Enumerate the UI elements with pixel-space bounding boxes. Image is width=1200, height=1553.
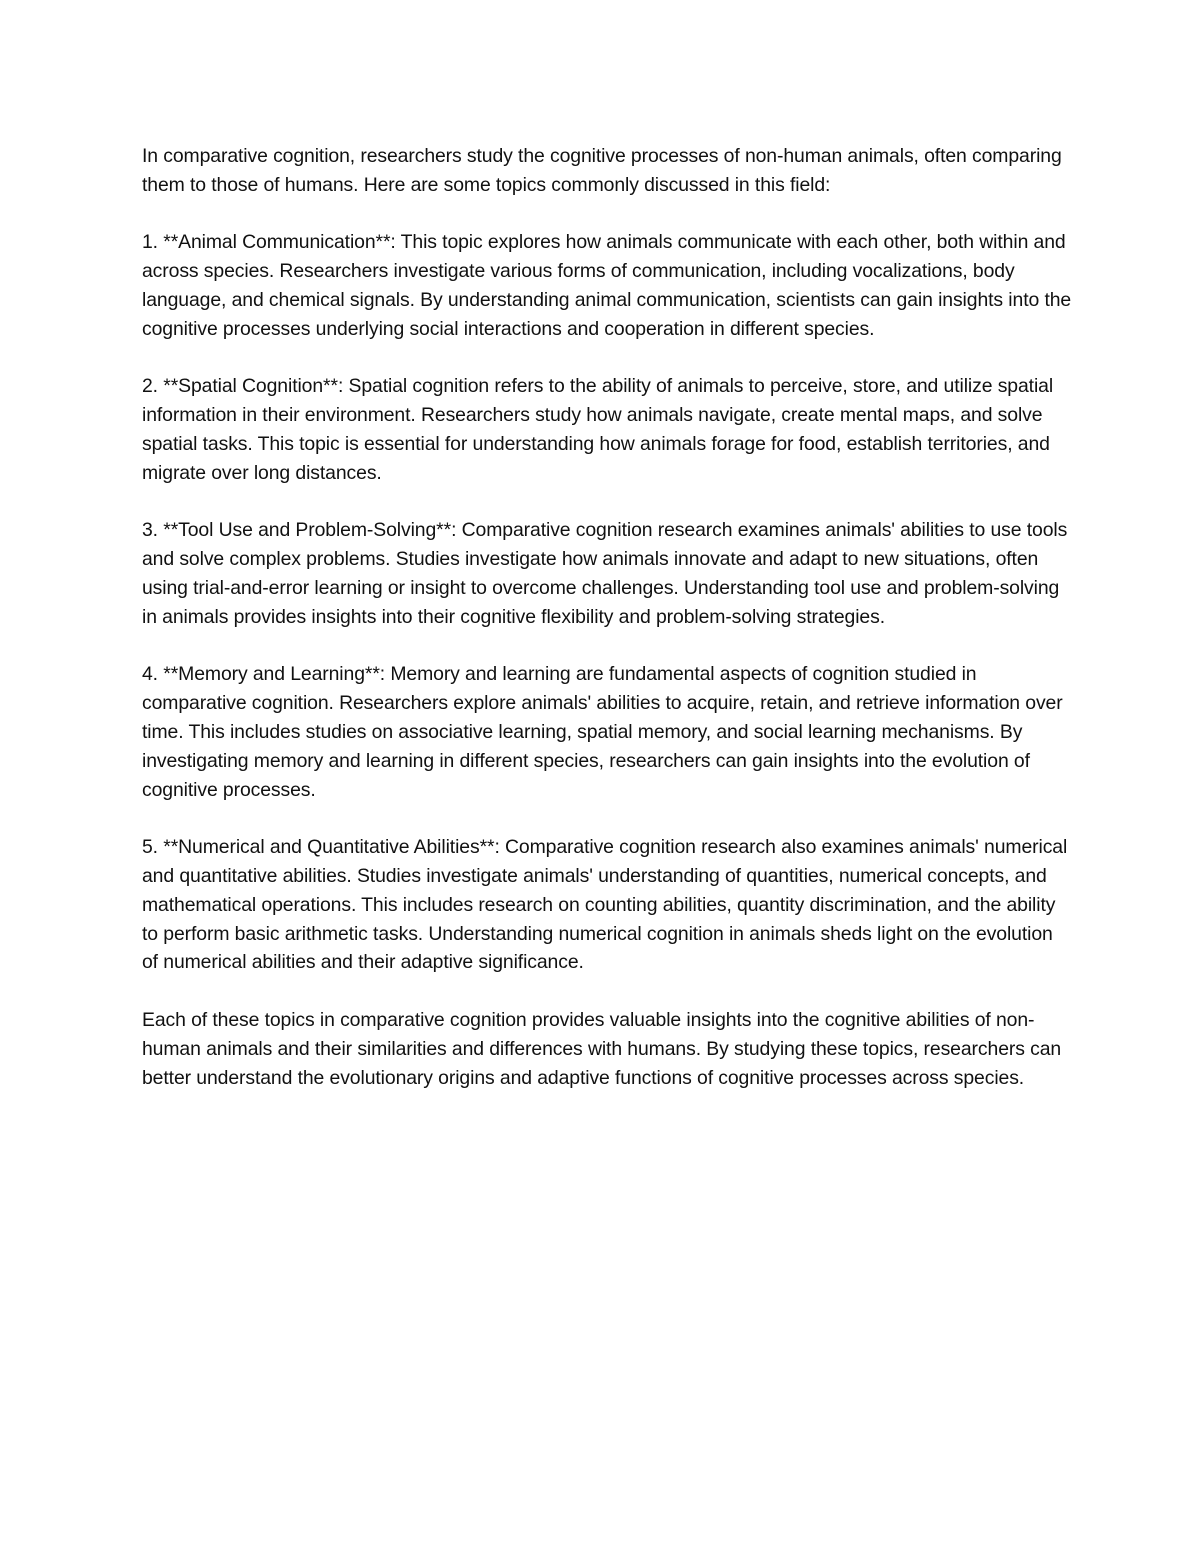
topic-paragraph-numerical-abilities: 5. **Numerical and Quantitative Abilities**: Comparative cognition research also examines animals' numerical and quantitative abilities. Studies investigate animals' understanding of quantities, numerical concepts, and mathematical operations. This includes research on counting abilities, quantity discrimination, and the ability to perform basic arithmetic tasks. Understanding numerical cognition in animals sheds light on the evolution of numerical abilities and their adaptive significance. xyxy=(142,836,1068,974)
topic-paragraph-memory-learning: 4. **Memory and Learning**: Memory and learning are fundamental aspects of cognition studied in comparative cognition. Researchers explore animals' abilities to acquire, retain, and retrieve information over time. This includes studies on associative learning, spatial memory, and social learning mechanisms. By investigating memory and learning in different species, researchers can gain insights into the evolution of cognitive processes. xyxy=(142,663,1063,801)
topic-paragraph-spatial-cognition: 2. **Spatial Cognition**: Spatial cognition refers to the ability of animals to perceive, store, and utilize spatial information in their environment. Researchers study how animals navigate, create mental maps, and solve spatial tasks. This topic is essential for understanding how animals forage for food, establish territories, and migrate over long distances. xyxy=(142,375,1054,484)
intro-paragraph: In comparative cognition, researchers study the cognitive processes of non-human animals, often comparing them to those of humans. Here are some topics commonly discussed in this field: xyxy=(142,145,1062,196)
topic-paragraph-animal-communication: 1. **Animal Communication**: This topic explores how animals communicate with each other, both within and across species. Researchers investigate various forms of communication, including vocalizations, body language, and chemical signals. By understanding animal communication, scientists can gain insights into the cognitive processes underlying social interactions and cooperation in different species. xyxy=(142,231,1072,340)
conclusion-paragraph: Each of these topics in comparative cognition provides valuable insights into the cognitive abilities of non-human animals and their similarities and differences with humans. By studying these topics, researchers can better understand the evolutionary origins and adaptive functions of cognitive processes across species. xyxy=(142,1008,1062,1089)
topic-paragraph-tool-use: 3. **Tool Use and Problem-Solving**: Comparative cognition research examines animals' abilities to use tools and solve complex problems. Studies investigate how animals innovate and adapt to new situations, often using trial-and-error learning or insight to overcome challenges. Understanding tool use and problem-solving in animals provides insights into their cognitive flexibility and problem-solving strategies. xyxy=(142,519,1068,628)
document-body xyxy=(142,142,1072,1092)
